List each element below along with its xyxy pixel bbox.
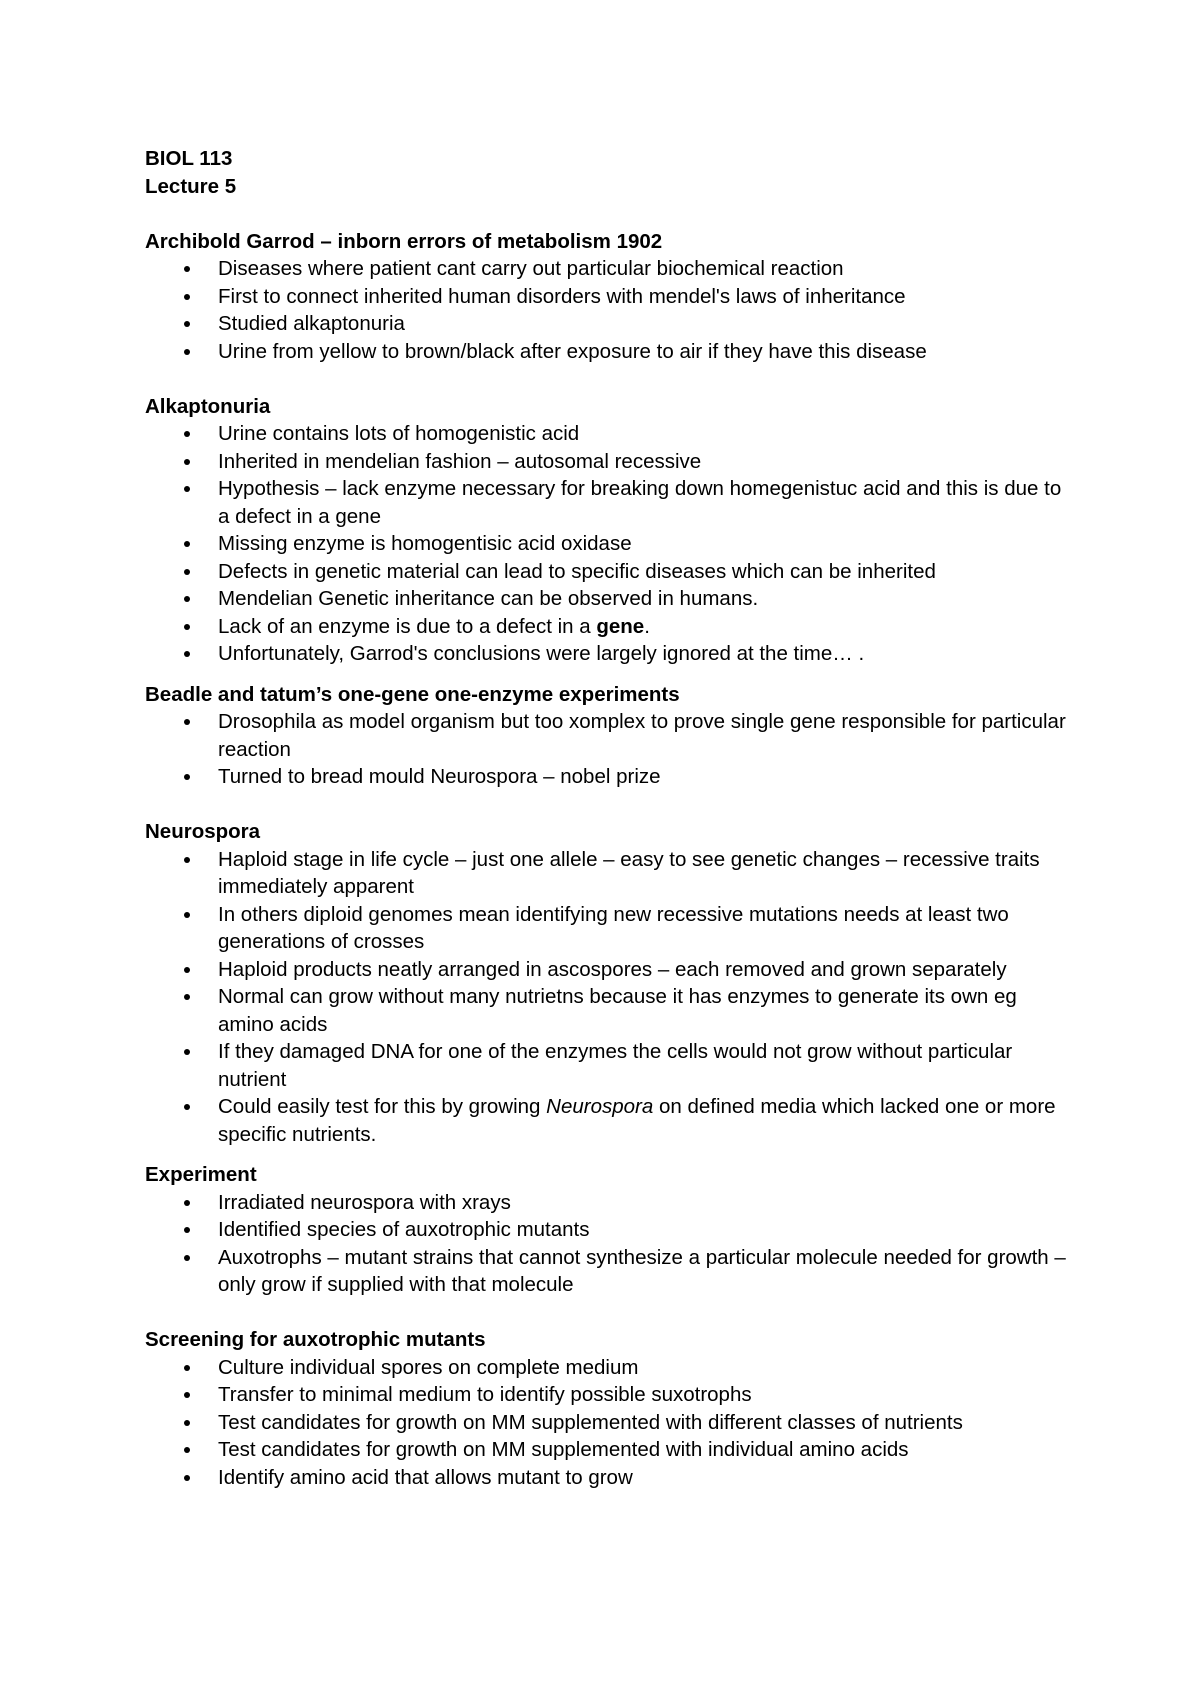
bullet-icon (184, 1365, 190, 1371)
list-item (145, 901, 1075, 956)
list-item (145, 846, 1075, 901)
bullet-icon (184, 774, 190, 780)
bullet-icon (184, 459, 190, 465)
bullet-icon (184, 294, 190, 300)
item-text: Turned to bread mould Neurospora – nobel prize (218, 765, 661, 788)
item-text-italic: Neurospora (546, 1095, 654, 1118)
list-item (145, 283, 1075, 311)
list-item (145, 558, 1075, 586)
list-item (145, 1189, 1075, 1217)
item-text: Defects in genetic material can lead to specific diseases which can be inherited (218, 559, 936, 583)
list-item (145, 475, 1075, 530)
item-text: Haploid products neatly arranged in ascospores – each removed and grown separately (218, 957, 1007, 981)
list-item (145, 956, 1075, 984)
spacer (145, 668, 1075, 681)
item-text: Auxotrophs – mutant strains that cannot synthesize a particular molecule needed for growth – only grow if supplied with that molecule (218, 1245, 1066, 1296)
item-text: If they damaged DNA for one of the enzymes the cells would not grow without particular nutrient (218, 1040, 1013, 1091)
list-item (145, 530, 1075, 558)
item-text: Test candidates for growth on MM supplemented with individual amino acids (218, 1438, 909, 1461)
spacer (145, 1148, 1075, 1161)
item-text: Studied alkaptonuria (218, 312, 405, 335)
bullet-icon (184, 651, 190, 657)
item-text: Drosophila as model organism but too xomplex to prove single gene responsible for particular reaction (218, 710, 1066, 761)
list-item (145, 448, 1075, 476)
bullet-icon (184, 596, 190, 602)
bullet-icon (184, 349, 190, 355)
item-text: Test candidates for growth on MM supplemented with different classes of nutrients (218, 1410, 963, 1434)
item-text: Irradiated neurospora with xrays (218, 1190, 511, 1214)
section-heading: Archibold Garrod – inborn errors of metabolism 1902 (145, 229, 663, 253)
item-text: Diseases where patient cant carry out particular biochemical reaction (218, 257, 844, 280)
bullet-icon (184, 1447, 190, 1453)
list-item (145, 255, 1075, 283)
bullet-icon (184, 431, 190, 437)
item-text: Transfer to minimal medium to identify possible suxotrophs (218, 1383, 752, 1406)
item-text: Normal can grow without many nutrietns because it has enzymes to generate its own eg amino acids (218, 985, 1017, 1036)
item-text: Hypothesis – lack enzyme necessary for breaking down homegenistuc acid and this is due to a defect in a gene (218, 477, 1062, 528)
item-text: Could easily test for this by growing (218, 1095, 547, 1118)
item-text: Urine contains lots of homogenistic acid (218, 422, 580, 445)
section-heading: Beadle and tatum’s one-gene one-enzyme experiments (145, 682, 680, 706)
bullet-icon (184, 541, 190, 547)
list-item (145, 1409, 1075, 1437)
item-text: In others diploid genomes mean identifying new recessive mutations needs at least two generations of crosses (218, 902, 1009, 953)
section-neurospora (145, 818, 1075, 1148)
bullet-list (145, 1354, 1075, 1492)
bullet-icon (184, 719, 190, 725)
list-item (145, 983, 1075, 1038)
item-text: . (644, 614, 650, 638)
section-garrod (145, 228, 1075, 366)
course-title: BIOL 113 (145, 147, 233, 170)
list-item (145, 1381, 1075, 1409)
bullet-icon (184, 1420, 190, 1426)
bullet-list (145, 255, 1075, 365)
list-item (145, 420, 1075, 448)
list-item (145, 1354, 1075, 1382)
bullet-icon (184, 321, 190, 327)
bullet-icon (184, 1475, 190, 1481)
bullet-icon (184, 1255, 190, 1261)
list-item (145, 338, 1075, 366)
bullet-icon (184, 1104, 190, 1110)
bullet-icon (184, 486, 190, 492)
spacer (145, 1299, 1075, 1327)
bullet-icon (184, 569, 190, 575)
section-beadle-tatum (145, 681, 1075, 791)
item-text: Urine from yellow to brown/black after exposure to air if they have this disease (218, 339, 927, 363)
bullet-icon (184, 912, 190, 918)
section-heading: Screening for auxotrophic mutants (145, 1328, 486, 1351)
bullet-icon (184, 624, 190, 630)
bullet-icon (184, 266, 190, 272)
section-heading: Experiment (145, 1163, 257, 1186)
item-text: First to connect inherited human disorders with mendel's laws of inheritance (218, 284, 906, 308)
item-text: Inherited in mendelian fashion – autosomal recessive (218, 449, 702, 473)
list-item (145, 1464, 1075, 1492)
section-experiment (145, 1161, 1075, 1299)
item-text-bold: gene (596, 614, 645, 638)
bullet-list (145, 420, 1075, 668)
section-alkaptonuria (145, 393, 1075, 668)
item-text: on defined media which lacked one or more specific nutrients. (218, 1095, 1056, 1146)
bullet-list (145, 846, 1075, 1149)
list-item (145, 763, 1075, 791)
item-text: Lack of an enzyme is due to a defect in a (218, 614, 597, 638)
bullet-icon (184, 994, 190, 1000)
item-text: Haploid stage in life cycle – just one allele – easy to see genetic changes – recessive traits immediately apparent (218, 847, 1040, 898)
bullet-icon (184, 1392, 190, 1398)
lecture-title: Lecture 5 (145, 174, 237, 198)
spacer (145, 365, 1075, 393)
item-text: Culture individual spores on complete medium (218, 1355, 639, 1379)
list-item (145, 708, 1075, 763)
list-item (145, 1244, 1075, 1299)
list-item (145, 1093, 1075, 1148)
bullet-icon (184, 1227, 190, 1233)
item-text: Identified species of auxotrophic mutants (218, 1218, 590, 1241)
item-text: Identify amino acid that allows mutant to grow (218, 1465, 633, 1489)
section-heading: Alkaptonuria (145, 394, 271, 418)
bullet-list (145, 708, 1075, 791)
section-screening (145, 1326, 1075, 1491)
list-item (145, 613, 1075, 641)
bullet-icon (184, 1200, 190, 1206)
list-item (145, 585, 1075, 613)
spacer (145, 791, 1075, 819)
document-content (145, 145, 1075, 1491)
item-text: Mendelian Genetic inheritance can be observed in humans. (218, 587, 759, 610)
spacer (145, 200, 1075, 228)
list-item (145, 640, 1075, 668)
section-heading: Neurospora (145, 820, 261, 843)
bullet-list (145, 1189, 1075, 1299)
list-item (145, 310, 1075, 338)
list-item (145, 1216, 1075, 1244)
bullet-icon (184, 857, 190, 863)
bullet-icon (184, 1049, 190, 1055)
bullet-icon (184, 967, 190, 973)
item-text: Missing enzyme is homogentisic acid oxidase (218, 532, 632, 555)
list-item (145, 1038, 1075, 1093)
item-text: Unfortunately, Garrod's conclusions were largely ignored at the time… . (218, 642, 865, 665)
list-item (145, 1436, 1075, 1464)
